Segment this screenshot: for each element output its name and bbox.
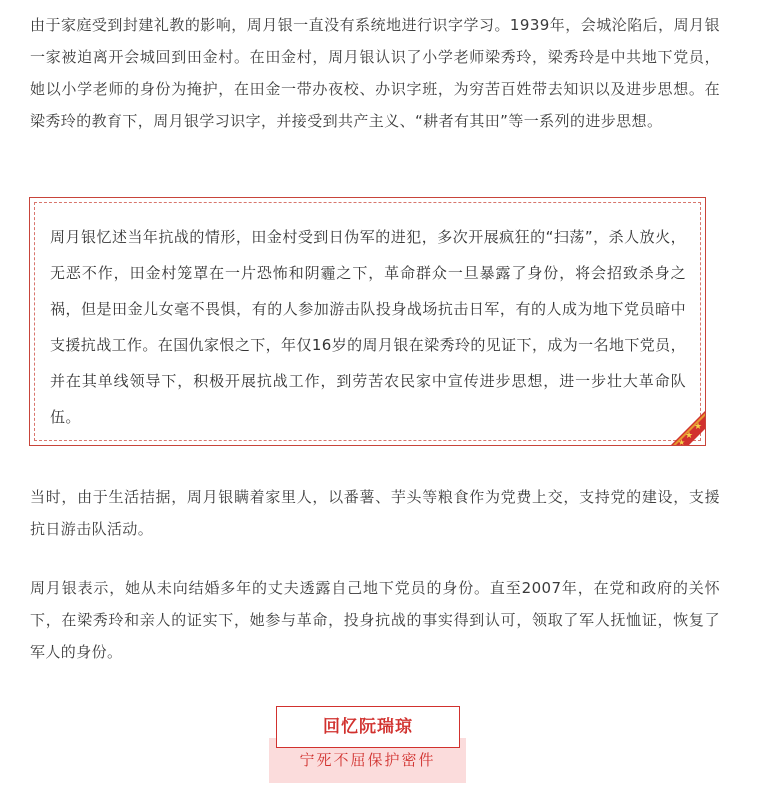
svg-text:★: ★ xyxy=(678,438,686,445)
paragraph-party-dues: 当时，由于生活拮据，周月银瞒着家里人，以番薯、芋头等粮食作为党费上交，支持党的建设，支援抗日游击队活动。 xyxy=(30,488,720,538)
svg-text:★: ★ xyxy=(685,431,694,441)
svg-text:★: ★ xyxy=(694,422,703,432)
paragraph-identity: 周月银表示，她从未向结婚多年的丈夫透露自己地下党员的身份。直至2007年，在党和政府的关怀下，在梁秀玲和亲人的证实下，她参与革命，投身抗战的事实得到认可，领取了军人抚恤证，恢复了军人的身份。 xyxy=(30,579,720,661)
quote-text: 周月银忆述当年抗战的情形，田金村受到日伪军的进犯，多次开展疯狂的“扫荡”，杀人放火，无恶不作，田金村笼罩在一片恐怖和阴霾之下，革命群众一旦暴露了身份，将会招致杀身之祸，但是田金儿女毫不畏惧，有的人参加游击队投身战场抗击日军，有的人成为地下党员暗中支援抗战工作。在国仇家恨之下，年仅16岁的周月银在梁秀玲的见证下，成为一名地下党员，并在其单线领导下，积极开展抗战工作，到劳苦农民家中宣传进步思想，进一步壮大革命队伍。 xyxy=(50,228,686,426)
quote-box xyxy=(29,197,706,446)
paragraph-intro: 由于家庭受到封建礼教的影响，周月银一直没有系统地进行识字学习。1939年，会城沦陷后，周月银一家被迫离开会城回到田金村。在田金村，周月银认识了小学老师梁秀玲，梁秀玲是中共地下党员，她以小学老师的身份为掩护，在田金一带办夜校、办识字班，为穷苦百姓带去知识以及进步思想。在梁秀玲的教育下，周月银学习识字，并接受到共产主义、“耕者有其田”等一系列的进步思想。 xyxy=(30,16,720,130)
corner-ribbon-icon xyxy=(663,405,705,445)
section-title: 回忆阮瑞琼 xyxy=(276,706,460,748)
section-subtitle: 宁死不屈保护密件 xyxy=(269,738,466,783)
